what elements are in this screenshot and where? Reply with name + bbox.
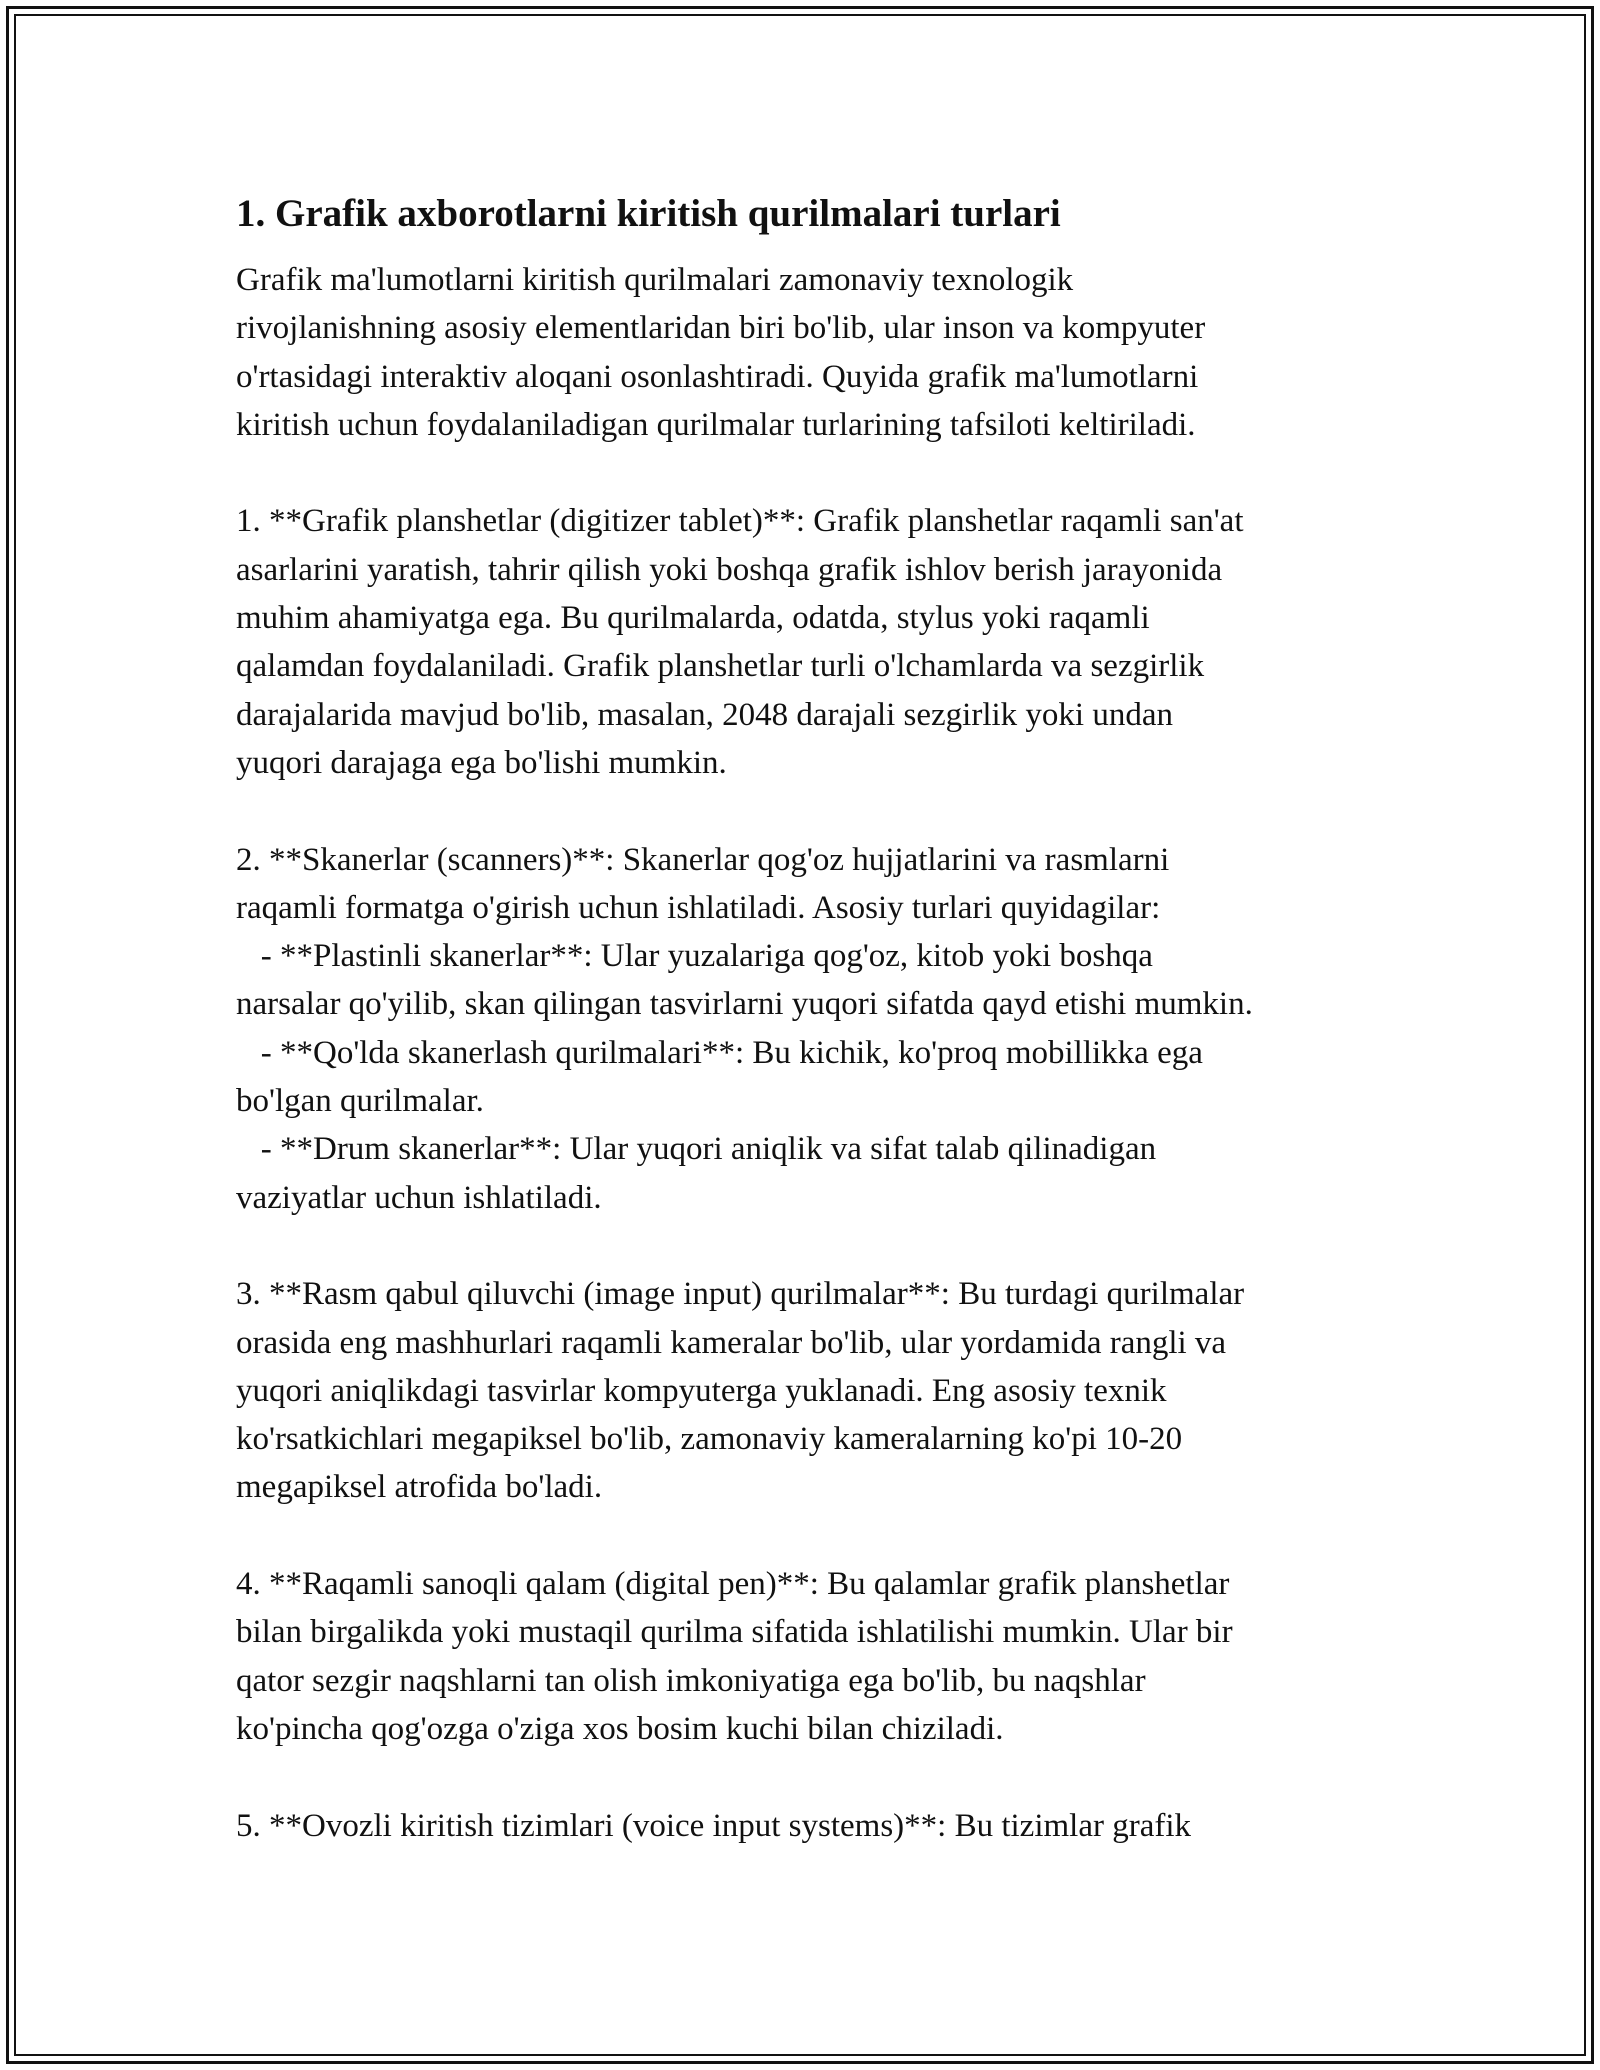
text-lines bbox=[236, 256, 1416, 1850]
text-line: ko'pincha qog'ozga o'ziga xos bosim kuchi bilan chiziladi. bbox=[236, 1710, 1004, 1747]
blank-line bbox=[236, 1512, 1416, 1560]
text-line: - **Qo'lda skanerlash qurilmalari**: Bu kichik, ko'proq mobillikka ega bbox=[236, 1034, 1203, 1071]
text-line: - **Plastinli skanerlar**: Ular yuzalariga qog'oz, kitob yoki boshqa bbox=[236, 938, 1153, 975]
blank-line bbox=[236, 1222, 1416, 1270]
text-line: qator sezgir naqshlarni tan olish imkoniyatiga ega bo'lib, bu naqshlar bbox=[236, 1662, 1146, 1699]
document-body bbox=[236, 186, 1416, 1850]
text-line: megapiksel atrofida bo'ladi. bbox=[236, 1469, 603, 1506]
text-line: o'rtasidagi interaktiv aloqani osonlashtiradi. Quyida grafik ma'lumotlarni bbox=[236, 358, 1199, 395]
text-line: rivojlanishning asosiy elementlaridan biri bo'lib, ular inson va kompyuter bbox=[236, 310, 1206, 347]
blank-line bbox=[236, 787, 1416, 835]
text-line: Grafik ma'lumotlarni kiritish qurilmalari zamonaviy texnologik bbox=[236, 262, 1074, 298]
blank-line bbox=[236, 449, 1416, 497]
text-line: - **Drum skanerlar**: Ular yuqori aniqlik va sifat talab qilinadigan bbox=[236, 1131, 1157, 1168]
text-line: yuqori darajaga ega bo'lishi mumkin. bbox=[236, 744, 727, 781]
text-line: vaziyatlar uchun ishlatiladi. bbox=[236, 1179, 602, 1216]
text-line: 5. **Ovozli kiritish tizimlari (voice input systems)**: Bu tizimlar grafik bbox=[236, 1807, 1192, 1844]
text-line: 4. **Raqamli sanoqli qalam (digital pen)**: Bu qalamlar grafik planshetlar bbox=[236, 1566, 1230, 1603]
text-line: qalamdan foydalaniladi. Grafik planshetlar turli o'lchamlarda va sezgirlik bbox=[236, 648, 1205, 685]
text-line: 3. **Rasm qabul qiluvchi (image input) qurilmalar**: Bu turdagi qurilmalar bbox=[236, 1276, 1245, 1313]
text-line: bilan birgalikda yoki mustaqil qurilma sifatida ishlatilishi mumkin. Ular bir bbox=[236, 1614, 1233, 1651]
text-line: orasida eng mashhurlari raqamli kameralar bo'lib, ular yordamida rangli va bbox=[236, 1324, 1227, 1361]
blank-line bbox=[236, 1753, 1416, 1801]
text-line: raqamli formatga o'girish uchun ishlatiladi. Asosiy turlari quyidagilar: bbox=[236, 889, 1161, 926]
text-line: muhim ahamiyatga ega. Bu qurilmalarda, odatda, stylus yoki raqamli bbox=[236, 600, 1150, 637]
text-line: 2. **Skanerlar (scanners)**: Skanerlar qog'oz hujjatlarini va rasmlarni bbox=[236, 841, 1170, 878]
text-line: bo'lgan qurilmalar. bbox=[236, 1083, 484, 1120]
text-line: darajalarida mavjud bo'lib, masalan, 2048 darajali sezgirlik yoki undan bbox=[236, 696, 1173, 733]
text-line: 1. **Grafik planshetlar (digitizer tablet)**: Grafik planshetlar raqamli san'at bbox=[236, 503, 1244, 540]
text-line: kiritish uchun foydalaniladigan qurilmalar turlarining tafsiloti keltiriladi. bbox=[236, 406, 1196, 443]
text-line: asarlarini yaratish, tahrir qilish yoki boshqa grafik ishlov berish jarayonida bbox=[236, 551, 1223, 588]
text-line: ko'rsatkichlari megapiksel bo'lib, zamonaviy kameralarning ko'pi 10-20 bbox=[236, 1421, 1183, 1458]
text-line: yuqori aniqlikdagi tasvirlar kompyuterga yuklanadi. Eng asosiy texnik bbox=[236, 1372, 1167, 1409]
text-line: narsalar qo'yilib, skan qilingan tasvirlarni yuqori sifatda qayd etishi mumkin. bbox=[236, 986, 1253, 1023]
page-title: 1. Grafik axborotlarni kiritish qurilmalari turlari bbox=[236, 192, 1061, 235]
